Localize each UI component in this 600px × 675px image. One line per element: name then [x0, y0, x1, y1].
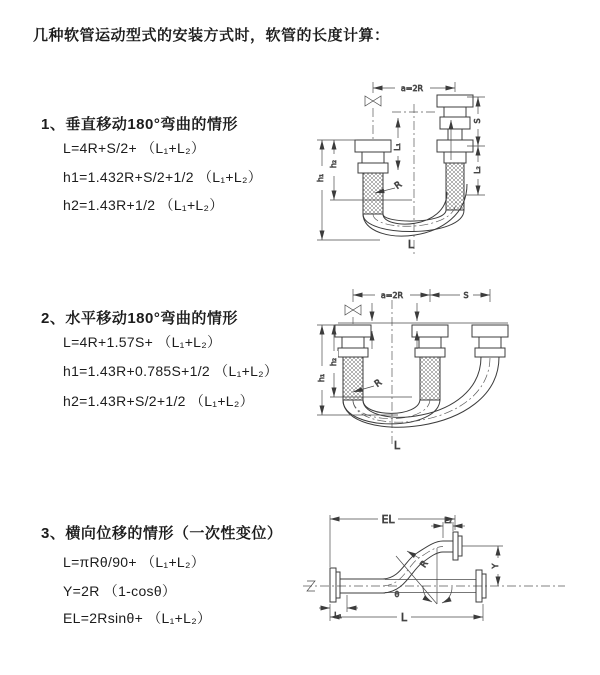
dim-label-a2r: a=2R	[400, 84, 424, 93]
diagram-horizontal-180-bend	[300, 272, 600, 472]
dim-label-l2: L₂	[473, 166, 482, 174]
formula-line: h2=1.43R+S/2+1/2 （L₁+L₂）	[63, 393, 254, 409]
length-label: L	[393, 439, 401, 452]
dim-label-a2r: a=2R	[380, 291, 404, 300]
hose-assembly	[330, 532, 486, 602]
dim-label-el: EL	[381, 513, 395, 526]
dim-label-s: S	[463, 291, 469, 300]
braided-hose-section	[420, 357, 440, 400]
dim-label-h1: h₁	[316, 173, 325, 183]
formula-line: L=4R+1.57S+ （L₁+L₂）	[63, 334, 222, 350]
dim-label-h2: h₂	[329, 159, 338, 169]
radius-label: R	[373, 377, 385, 390]
dimension-lines	[319, 512, 503, 624]
dim-label-h2: h₂	[329, 357, 338, 367]
section3-heading: 3、横向位移的情形（一次性变位）	[41, 525, 283, 542]
page-title: 几种软管运动型式的安装方式时，软管的长度计算：	[33, 27, 390, 44]
dim-label-l1: L₁	[393, 143, 402, 151]
braided-hose-section	[343, 357, 363, 400]
formula-line: L=4R+S/2+ （L₁+L₂）	[63, 140, 206, 156]
formula-line: h2=1.43R+1/2 （L₁+L₂）	[63, 197, 224, 213]
formula-line: h1=1.43R+0.785S+1/2 （L₁+L₂）	[63, 363, 279, 379]
dim-label-l2: L₂	[444, 516, 452, 525]
dim-label-s: S	[473, 118, 482, 124]
dim-label-l1: L₁	[334, 611, 342, 620]
formula-line: h1=1.432R+S/2+1/2 （L₁+L₂）	[63, 169, 263, 185]
formula-line: L=πRθ/90+ （L₁+L₂）	[63, 554, 206, 570]
section1-heading: 1、垂直移动180°弯曲的情形	[41, 116, 238, 133]
braided-hose-section	[446, 163, 464, 210]
formula-line: Y=2R （1-cosθ）	[63, 583, 177, 599]
formula-line: EL=2Rsinθ+ （L₁+L₂）	[63, 610, 212, 626]
length-label: L	[407, 238, 415, 251]
dim-label-y: Y	[491, 563, 500, 569]
braided-hose-section	[363, 173, 383, 214]
radius-label: R	[393, 179, 405, 192]
angle-label: θ	[394, 590, 400, 599]
valve-icon	[365, 96, 381, 106]
length-label: L	[400, 611, 408, 624]
diagram-lateral-displacement	[295, 498, 600, 653]
diagram-vertical-180-bend	[300, 62, 600, 262]
valve-icon	[345, 305, 361, 315]
section2-heading: 2、水平移动180°弯曲的情形	[41, 310, 238, 327]
dim-label-h1: h₁	[317, 373, 326, 383]
radius-label: R	[418, 559, 431, 571]
